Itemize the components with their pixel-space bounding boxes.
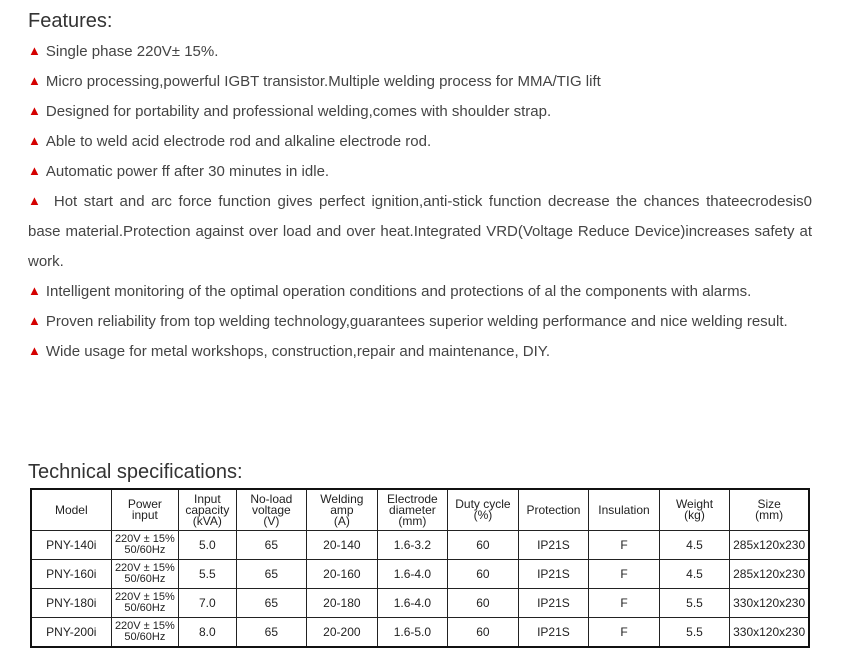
cell-capacity: 8.0 bbox=[179, 618, 236, 648]
cell-protection: IP21S bbox=[518, 589, 589, 618]
triangle-up-icon: ▲ bbox=[28, 283, 41, 298]
col-header-power: Power input bbox=[111, 489, 179, 531]
cell-duty: 60 bbox=[448, 531, 519, 560]
cell-amp: 20-180 bbox=[307, 589, 378, 618]
cell-model: PNY-160i bbox=[31, 560, 111, 589]
triangle-up-icon: ▲ bbox=[28, 103, 41, 118]
cell-duty: 60 bbox=[448, 618, 519, 648]
cell-amp: 20-200 bbox=[307, 618, 378, 648]
cell-power: 220V ± 15% 50/60Hz bbox=[111, 560, 179, 589]
cell-protection: IP21S bbox=[518, 618, 589, 648]
cell-insulation: F bbox=[589, 589, 660, 618]
feature-item bbox=[28, 337, 812, 367]
col-header-insulation: Insulation bbox=[589, 489, 660, 531]
cell-weight: 5.5 bbox=[659, 618, 730, 648]
feature-text: Hot start and arc force function gives perfect ignition,anti-stick function decrease the chances thateecrodesis0 base material.Protection against over load and over heat.Integrated VRD(Voltage Reduce Device)increases safety at work. bbox=[28, 193, 812, 270]
table-header-row bbox=[31, 489, 809, 531]
table-row bbox=[31, 531, 809, 560]
cell-size: 285x120x230 bbox=[730, 560, 809, 589]
feature-item bbox=[28, 67, 812, 97]
cell-insulation: F bbox=[589, 531, 660, 560]
cell-electrode: 1.6-4.0 bbox=[377, 589, 448, 618]
cell-power: 220V ± 15% 50/60Hz bbox=[111, 531, 179, 560]
feature-text: Able to weld acid electrode rod and alkaline electrode rod. bbox=[45, 133, 432, 150]
feature-text: Proven reliability from top welding technology,guarantees superior welding performance and nice welding result. bbox=[45, 313, 788, 330]
cell-electrode: 1.6-4.0 bbox=[377, 560, 448, 589]
feature-text: Single phase 220V± 15%. bbox=[45, 43, 219, 60]
table-row bbox=[31, 618, 809, 648]
triangle-up-icon: ▲ bbox=[28, 163, 41, 178]
triangle-up-icon: ▲ bbox=[28, 193, 41, 208]
cell-model: PNY-140i bbox=[31, 531, 111, 560]
cell-power: 220V ± 15% 50/60Hz bbox=[111, 589, 179, 618]
table-row bbox=[31, 560, 809, 589]
col-header-protection: Protection bbox=[518, 489, 589, 531]
features-section bbox=[28, 8, 812, 367]
cell-duty: 60 bbox=[448, 560, 519, 589]
features-list bbox=[28, 37, 812, 367]
cell-size: 330x120x230 bbox=[730, 618, 809, 648]
triangle-up-icon: ▲ bbox=[28, 43, 41, 58]
cell-insulation: F bbox=[589, 560, 660, 589]
cell-protection: IP21S bbox=[518, 560, 589, 589]
cell-voltage: 65 bbox=[236, 589, 307, 618]
triangle-up-icon: ▲ bbox=[28, 73, 41, 88]
cell-model: PNY-200i bbox=[31, 618, 111, 648]
cell-capacity: 5.0 bbox=[179, 531, 236, 560]
cell-weight: 4.5 bbox=[659, 531, 730, 560]
triangle-up-icon: ▲ bbox=[28, 313, 41, 328]
cell-protection: IP21S bbox=[518, 531, 589, 560]
feature-text: Micro processing,powerful IGBT transistor.Multiple welding process for MMA/TIG lift bbox=[45, 73, 601, 90]
cell-power: 220V ± 15% 50/60Hz bbox=[111, 618, 179, 648]
cell-weight: 5.5 bbox=[659, 589, 730, 618]
cell-capacity: 7.0 bbox=[179, 589, 236, 618]
cell-weight: 4.5 bbox=[659, 560, 730, 589]
cell-voltage: 65 bbox=[236, 618, 307, 648]
cell-model: PNY-180i bbox=[31, 589, 111, 618]
feature-text: Designed for portability and professional welding,comes with shoulder strap. bbox=[45, 103, 552, 120]
feature-item bbox=[28, 277, 812, 307]
feature-item bbox=[28, 187, 812, 277]
specs-table bbox=[30, 488, 810, 648]
specs-title: Technical specifications: bbox=[28, 461, 243, 483]
feature-text: Intelligent monitoring of the optimal operation conditions and protections of al the components with alarms. bbox=[45, 283, 752, 300]
cell-duty: 60 bbox=[448, 589, 519, 618]
col-header-size: Size (mm) bbox=[730, 489, 809, 531]
col-header-weight: Weight (kg) bbox=[659, 489, 730, 531]
col-header-amp: Welding amp (A) bbox=[307, 489, 378, 531]
col-header-model: Model bbox=[31, 489, 111, 531]
cell-voltage: 65 bbox=[236, 560, 307, 589]
col-header-voltage: No-load voltage (V) bbox=[236, 489, 307, 531]
cell-size: 330x120x230 bbox=[730, 589, 809, 618]
feature-item bbox=[28, 307, 812, 337]
feature-text: Automatic power ff after 30 minutes in idle. bbox=[45, 163, 330, 180]
feature-item bbox=[28, 157, 812, 187]
cell-electrode: 1.6-5.0 bbox=[377, 618, 448, 648]
col-header-capacity: Input capacity (kVA) bbox=[179, 489, 236, 531]
cell-amp: 20-160 bbox=[307, 560, 378, 589]
cell-voltage: 65 bbox=[236, 531, 307, 560]
cell-amp: 20-140 bbox=[307, 531, 378, 560]
triangle-up-icon: ▲ bbox=[28, 343, 41, 358]
cell-size: 285x120x230 bbox=[730, 531, 809, 560]
feature-item bbox=[28, 97, 812, 127]
cell-electrode: 1.6-3.2 bbox=[377, 531, 448, 560]
cell-capacity: 5.5 bbox=[179, 560, 236, 589]
col-header-electrode: Electrode diameter (mm) bbox=[377, 489, 448, 531]
features-title: Features: bbox=[28, 10, 113, 32]
feature-text: Wide usage for metal workshops, construction,repair and maintenance, DIY. bbox=[45, 343, 551, 360]
feature-item bbox=[28, 37, 812, 67]
feature-item bbox=[28, 127, 812, 157]
table-row bbox=[31, 589, 809, 618]
cell-insulation: F bbox=[589, 618, 660, 648]
triangle-up-icon: ▲ bbox=[28, 133, 41, 148]
col-header-duty: Duty cycle (%) bbox=[448, 489, 519, 531]
